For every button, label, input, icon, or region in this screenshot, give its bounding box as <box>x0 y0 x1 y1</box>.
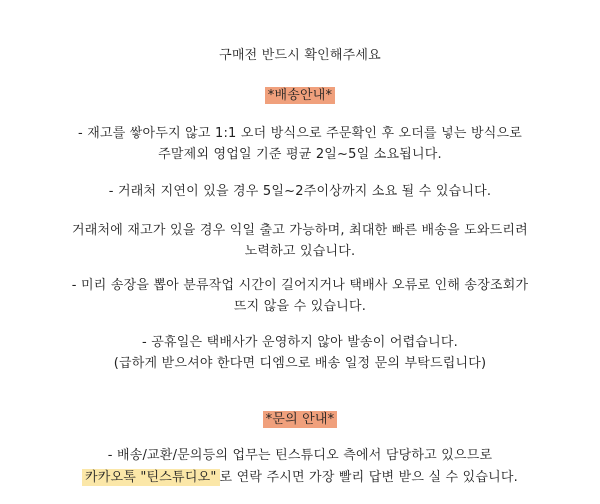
shipping-line: 거래처에 재고가 있을 경우 익일 출고 가능하며, 최대한 빠른 배송을 도와드리려 <box>72 223 528 238</box>
inquiry-section-header <box>0 408 600 431</box>
shipping-header-highlight: *배송안내* <box>265 87 335 104</box>
inquiry-line-rest: 로 연락 주시면 가장 빨리 답변 받으 실 수 있습니다. <box>219 470 518 485</box>
shipping-line: (급하게 받으셔야 한다면 디엠으로 배송 일정 문의 부탁드립니다) <box>113 356 487 371</box>
shipping-line: 뜨지 않을 수 있습니다. <box>233 299 367 314</box>
inquiry-line <box>0 466 600 489</box>
shipping-line: 노력하고 있습니다. <box>244 244 356 259</box>
shipping-line: - 미리 송장을 뽑아 분류작업 시간이 길어지거나 택배사 오류로 인해 송장조회가 <box>71 278 529 293</box>
kakao-channel-highlight: 카카오톡 "틴스튜디오" <box>82 469 220 486</box>
shipping-line: - 공휴일은 택배사가 운영하지 않아 발송이 어렵습니다. <box>142 335 458 350</box>
shipping-line: - 거래처 지연이 있을 경우 5일~2주이상까지 소요 될 수 있습니다. <box>108 184 492 199</box>
shipping-section-header <box>0 84 600 107</box>
inquiry-line: - 배송/교환/문의등의 업무는 틴스튜디오 측에서 담당하고 있으므로 <box>107 448 493 463</box>
notice-title: 구매전 반드시 확인해주세요 <box>219 48 381 63</box>
shipping-line: 주말제외 영업일 기준 평균 2일~5일 소요됩니다. <box>158 147 442 162</box>
shipping-line: - 재고를 쌓아두지 않고 1:1 오더 방식으로 주문확인 후 오더를 넣는 방식으로 <box>77 126 523 141</box>
inquiry-header-highlight: *문의 안내* <box>263 411 338 428</box>
